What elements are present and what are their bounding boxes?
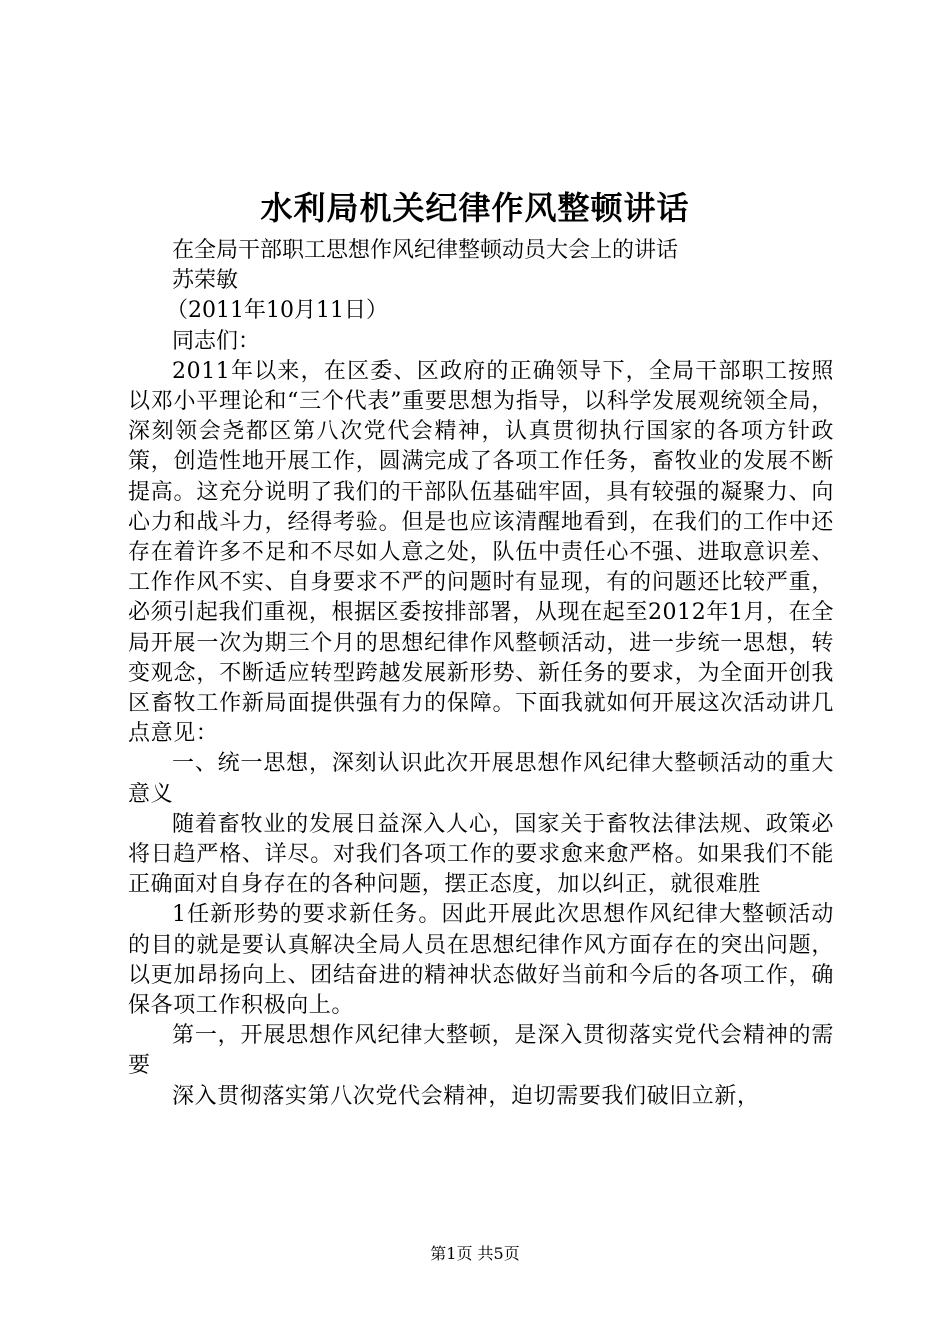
speech-date: （2011年10月11日）	[166, 298, 388, 324]
document-body	[128, 236, 834, 1112]
body-paragraph: 随着畜牧业的发展日益深入人心，国家关于畜牧法律法规、政策必将日趋严格、详尽。对我们各项工作的要求愈来愈严格。如果我们不能正确面对自身存在的各种问题，摆正态度，加以纠正，就很难胜	[128, 811, 834, 898]
body-paragraph: 深入贯彻落实第八次党代会精神，迫切需要我们破旧立新，	[172, 1083, 760, 1109]
document-title: 水利局机关纪律作风整顿讲话	[260, 189, 690, 227]
salutation: 同志们：	[172, 328, 261, 354]
page-footer: 第1页 共5页	[430, 1244, 520, 1263]
subsection-heading: 第一，开展思想作风纪律大整顿，是深入贯彻落实党代会精神的需要	[128, 1023, 834, 1079]
body-paragraph: 2011年以来，在区委、区政府的正确领导下，全局干部职工按照以邓小平理论和“三个代表”重要思想为指导，以科学发展观统领全局，深刻领会尧都区第八次党代会精神，认真贯彻执行国家的各项方针政策，创造性地开展工作，圆满完成了各项工作任务，畜牧业的发展不断提高。这充分说明了我们的干部队伍基础牢固，具有较强的凝聚力、向心力和战斗力，经得考验。但是也应该清醒地看到，在我们的工作中还存在着许多不足和不尽如人意之处，队伍中责任心不强、进取意识差、工作作风不实、自身要求不严的问题时有显现，有的问题还比较严重，必须引起我们重视，根据区委按排部署，从现在起至2012年1月，在全局开展一次为期三个月的思想纪律作风整顿活动，进一步统一思想，转变观念，不断适应转型跨越发展新形势、新任务的要求，为全面开创我区畜牧工作新局面提供强有力的保障。下面我就如何开展这次活动讲几点意见：	[128, 358, 834, 747]
section-heading: 一、统一思想，深刻认识此次开展思想作风纪律大整顿活动的重大意义	[128, 751, 834, 807]
speech-subtitle: 在全局干部职工思想作风纪律整顿动员大会上的讲话	[172, 238, 679, 263]
speaker-name: 苏荣敏	[172, 268, 239, 294]
body-paragraph: 1任新形势的要求新任务。因此开展此次思想作风纪律大整顿活动的目的就是要认真解决全局人员在思想纪律作风方面存在的突出问题，以更加昂扬向上、团结奋进的精神状态做好当前和今后的各项工作，确保各项工作积极向上。	[128, 902, 834, 1019]
